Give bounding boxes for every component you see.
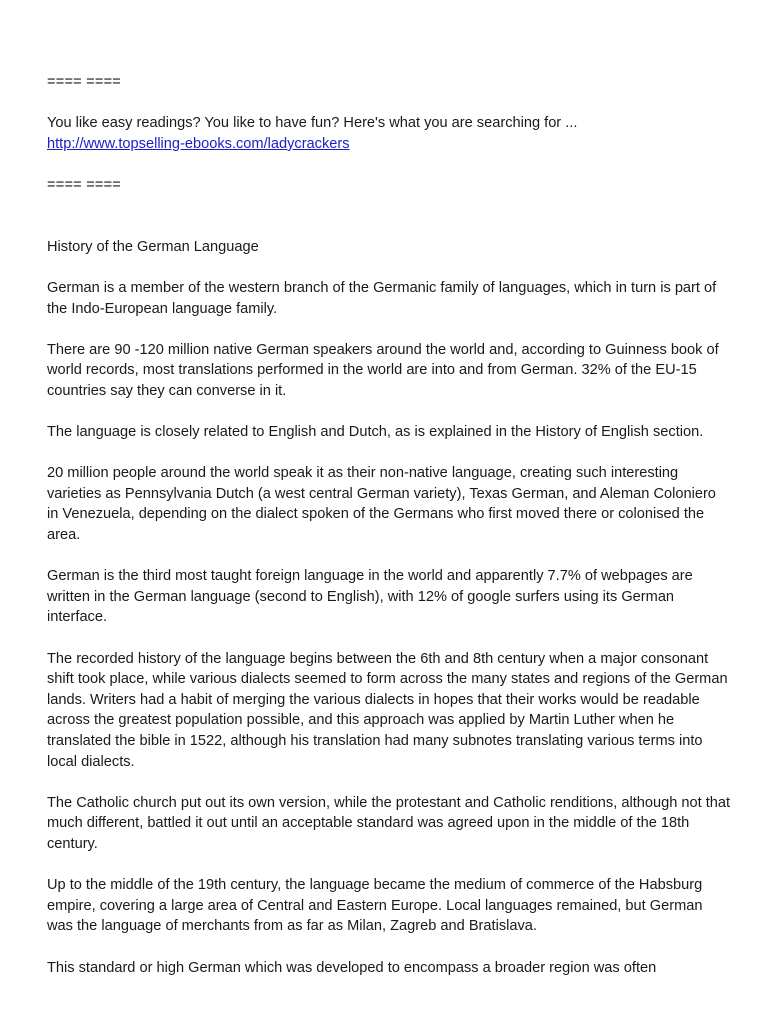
paragraph: Up to the middle of the 19th century, the language became the medium of commerce of the Habsburg empire, covering a large area of Central and Eastern Europe. Local languages remained, but German was the language of merchants from as far as Milan, Zagreb and Bratislava.: [47, 877, 703, 935]
separator-bottom: ==== ====: [47, 176, 122, 193]
spacer: [47, 196, 731, 237]
spacer: [47, 855, 731, 876]
separator-top: ==== ====: [47, 74, 122, 90]
spacer: [47, 319, 731, 340]
paragraph: There are 90 -120 million native German speakers around the world and, according to Guinness book of world records, most translations performed in the world are into and from German. 32% of the EU-15 countries say they can converse in it.: [47, 341, 719, 399]
promo-link[interactable]: http://www.topselling-ebooks.com/ladycrackers: [47, 135, 350, 152]
spacer: [47, 402, 731, 423]
spacer: [47, 772, 731, 793]
paragraph: German is the third most taught foreign language in the world and apparently 7.7% of webpages are written in the German language (second to English), with 12% of google surfers using its German interface.: [47, 568, 693, 626]
spacer: [47, 93, 731, 114]
paragraph: This standard or high German which was developed to encompass a broader region was often: [47, 959, 657, 976]
promo-text: You like easy readings? You like to have fun? Here's what you are searching for ...: [47, 115, 578, 132]
paragraph: German is a member of the western branch of the Germanic family of languages, which in turn is part of the Indo-European language family.: [47, 279, 717, 317]
spacer: [47, 937, 731, 958]
spacer: [47, 443, 731, 464]
paragraph: The recorded history of the language begins between the 6th and 8th century when a major consonant shift took place, while various dialects seemed to form across the many states and regions of the German lands. Writers had a habit of merging the various dialects in hopes that their works would be readable across the greatest population possible, and this approach was applied by Martin Luther when he translated the bible in 1522, although his translation had many subnotes translating various terms into local dialects.: [47, 650, 728, 770]
spacer: [47, 628, 731, 649]
paragraph: 20 million people around the world speak it as their non-native language, creating such interesting varieties as Pennsylvania Dutch (a west central German variety), Texas German, and Aleman Coloniero in Venezuela, depending on the dialect spoken of the Germans who first moved there or colonised the area.: [47, 465, 716, 544]
article-title: History of the German Language: [47, 238, 259, 255]
spacer: [47, 154, 731, 175]
spacer: [47, 546, 731, 567]
paragraph: The Catholic church put out its own version, while the protestant and Catholic renditions, although not that much different, battled it out until an acceptable standard was agreed upon in the middle of the 18th century.: [47, 794, 731, 852]
paragraph: The language is closely related to English and Dutch, as is explained in the History of English section.: [47, 424, 704, 441]
spacer: [47, 257, 731, 278]
document-content: [47, 72, 731, 978]
